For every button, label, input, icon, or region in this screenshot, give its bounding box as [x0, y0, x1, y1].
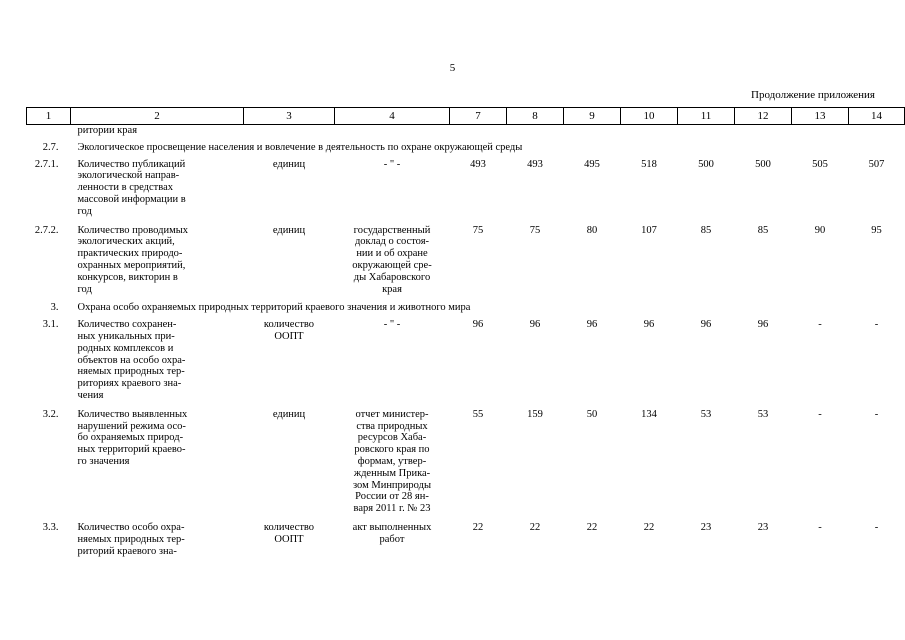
table-body: [27, 125, 905, 565]
unit-line: количество: [263, 319, 315, 331]
unit-line: единиц: [272, 224, 306, 236]
indicator-name-line: Количество сохранен-: [77, 319, 177, 331]
source-line: ды Хабаровского: [353, 271, 431, 283]
value-cell: 23: [700, 521, 712, 533]
indicator-name-line: Количество особо охра-: [77, 521, 185, 533]
indicator-name-line: чения: [77, 389, 104, 401]
value-cell: 53: [757, 408, 769, 420]
value-cell: 96: [757, 319, 769, 331]
source-line: - " -: [383, 158, 401, 170]
value-cell: 507: [868, 158, 885, 170]
indicator-name: [71, 319, 244, 409]
source-line: формам, утвер-: [357, 455, 427, 467]
value-cell: 96: [472, 319, 484, 331]
value-cell: 505: [812, 158, 828, 170]
indicator-name-line: няемых природных тер-: [77, 366, 185, 378]
value-cell: 22: [586, 521, 598, 533]
header-cell: 2: [71, 108, 244, 125]
value-cell: 96: [643, 319, 655, 331]
header-cell: 12: [735, 108, 792, 125]
value-cell: 22: [529, 521, 541, 533]
header-cell: 11: [678, 108, 735, 125]
unit-cell: [244, 409, 335, 522]
source-line: - " -: [383, 319, 401, 331]
row-number: 2.7.1.: [34, 158, 59, 170]
continuation-label: Продолжение приложения: [751, 89, 875, 101]
row-number: 3.1.: [42, 319, 59, 331]
header-cell: 8: [507, 108, 564, 125]
section-title: Охрана особо охраняемых природных территорий краевого значения и животного мира: [77, 302, 471, 314]
value-cell: 495: [584, 158, 600, 170]
value-cell: 95: [871, 224, 882, 236]
indicator-name-line: ленности в средствах: [77, 182, 173, 194]
source-cell: [335, 522, 450, 564]
header-cell: 10: [621, 108, 678, 125]
unit-line: единиц: [272, 158, 306, 170]
indicator-name-line: охранных мероприятий,: [77, 259, 186, 271]
value-cell: 96: [586, 319, 598, 331]
unit-cell: [244, 522, 335, 564]
source-line: варя 2011 г. № 23: [353, 503, 431, 515]
value-cell: 90: [814, 224, 826, 236]
indicator-name-line: Количество выявленных: [77, 408, 188, 420]
indicator-name-line: родных комплексов и: [77, 342, 174, 354]
unit-cell: [244, 225, 335, 303]
table-row: [27, 319, 905, 409]
source-line: ства природных: [356, 420, 428, 432]
indicator-name-line: няемых природных тер-: [77, 533, 185, 545]
unit-line: ООПТ: [274, 533, 304, 545]
header-cell: 13: [792, 108, 849, 125]
unit-line: ООПТ: [274, 330, 304, 342]
header-cell: 9: [564, 108, 621, 125]
value-cell: 75: [529, 224, 541, 236]
indicator-name-line: бо охраняемых природ-: [77, 432, 184, 444]
unit-cell: [244, 319, 335, 409]
value-cell: 85: [700, 224, 712, 236]
header-cell: 14: [849, 108, 905, 125]
value-cell: 493: [470, 158, 486, 170]
source-line: зом Минприроды: [352, 479, 432, 491]
source-line: ровского края по: [354, 444, 430, 456]
value-cell: 22: [472, 521, 484, 533]
source-line: окружающей сре-: [352, 259, 432, 271]
section-title: Экологическое просвещение населения и вовлечение в деятельность по охране окружающей среды: [77, 141, 523, 153]
indicator-name-line: го значения: [77, 455, 130, 467]
source-line: ресурсов Хаба-: [357, 432, 427, 444]
value-cell: 107: [641, 224, 657, 236]
row-number: 2.7.: [42, 141, 59, 153]
value-cell: 96: [529, 319, 541, 331]
value-cell: 159: [527, 408, 543, 420]
indicator-name-line: нарушений режима осо-: [77, 420, 186, 432]
header-row: [27, 108, 905, 125]
header-cell: 1: [27, 108, 71, 125]
value-cell: -: [818, 521, 822, 533]
table-row: [27, 522, 905, 564]
source-line: работ: [379, 533, 405, 545]
value-cell: -: [874, 521, 879, 533]
value-cell: 500: [698, 158, 714, 170]
indicator-name-line: риторий краевого зна-: [77, 545, 177, 557]
value-cell: 134: [641, 408, 657, 420]
indicator-name-line: Количество публикаций: [77, 158, 186, 170]
table-row: [27, 225, 905, 303]
indicator-name: [71, 159, 244, 225]
value-cell: -: [874, 319, 879, 331]
value-cell: 53: [700, 408, 712, 420]
indicator-name-line: ных уникальных при-: [77, 330, 175, 342]
section-row: [27, 142, 905, 159]
source-cell: [335, 409, 450, 522]
indicator-name-line: массовой информации в: [77, 193, 186, 205]
source-line: жденным Прика-: [353, 467, 431, 479]
section-row: [27, 302, 905, 319]
table-row: [27, 409, 905, 522]
indicator-name: [71, 522, 244, 564]
indicator-name-line: год: [77, 205, 92, 217]
value-cell: 55: [472, 408, 484, 420]
source-line: доклад о состоя-: [354, 236, 430, 248]
continuation-row: [27, 125, 905, 142]
row-number: 3.3.: [42, 521, 59, 533]
unit-line: количество: [263, 521, 315, 533]
row-name: ритории края: [77, 125, 138, 136]
indicator-name-line: экологических акций,: [77, 236, 175, 248]
source-line: края: [382, 283, 402, 295]
value-cell: 75: [472, 224, 484, 236]
value-cell: 96: [700, 319, 712, 331]
header-cell: 3: [244, 108, 335, 125]
source-line: государственный: [353, 224, 431, 236]
indicator-name-line: объектов на особо охра-: [77, 354, 186, 366]
indicator-name-line: Количество проводимых: [77, 224, 189, 236]
row-number: 3.2.: [42, 408, 59, 420]
source-line: акт выполненных: [352, 521, 432, 533]
indicator-name-line: конкурсов, викторин в: [77, 271, 178, 283]
indicator-name: [71, 225, 244, 303]
value-cell: 22: [643, 521, 655, 533]
source-line: нии и об охране: [356, 248, 428, 260]
unit-cell: [244, 159, 335, 225]
value-cell: 518: [641, 158, 657, 170]
indicator-name-line: риториях краевого зна-: [77, 378, 182, 390]
source-cell: [335, 159, 450, 225]
value-cell: 80: [586, 224, 598, 236]
value-cell: 500: [755, 158, 771, 170]
source-line: отчет министер-: [355, 408, 429, 420]
page-number: 5: [449, 62, 456, 74]
header-cell: 4: [335, 108, 450, 125]
value-cell: 50: [586, 408, 598, 420]
table-row: [27, 159, 905, 225]
indicators-table: [26, 107, 905, 564]
indicator-name-line: экологической направ-: [77, 170, 180, 182]
indicator-name-line: практических природо-: [77, 248, 183, 260]
indicator-name-line: ных территорий краево-: [77, 444, 186, 456]
indicator-name-line: год: [77, 283, 92, 295]
source-line: России от 28 ян-: [355, 491, 429, 503]
value-cell: 493: [527, 158, 543, 170]
value-cell: 85: [757, 224, 769, 236]
value-cell: -: [874, 408, 879, 420]
unit-line: единиц: [272, 408, 306, 420]
row-number: 2.7.2.: [34, 224, 59, 236]
source-cell: [335, 225, 450, 303]
value-cell: -: [818, 319, 822, 331]
value-cell: -: [818, 408, 822, 420]
row-number: 3.: [50, 302, 59, 314]
header-cell: 7: [450, 108, 507, 125]
source-cell: [335, 319, 450, 409]
value-cell: 23: [757, 521, 769, 533]
indicator-name: [71, 409, 244, 522]
